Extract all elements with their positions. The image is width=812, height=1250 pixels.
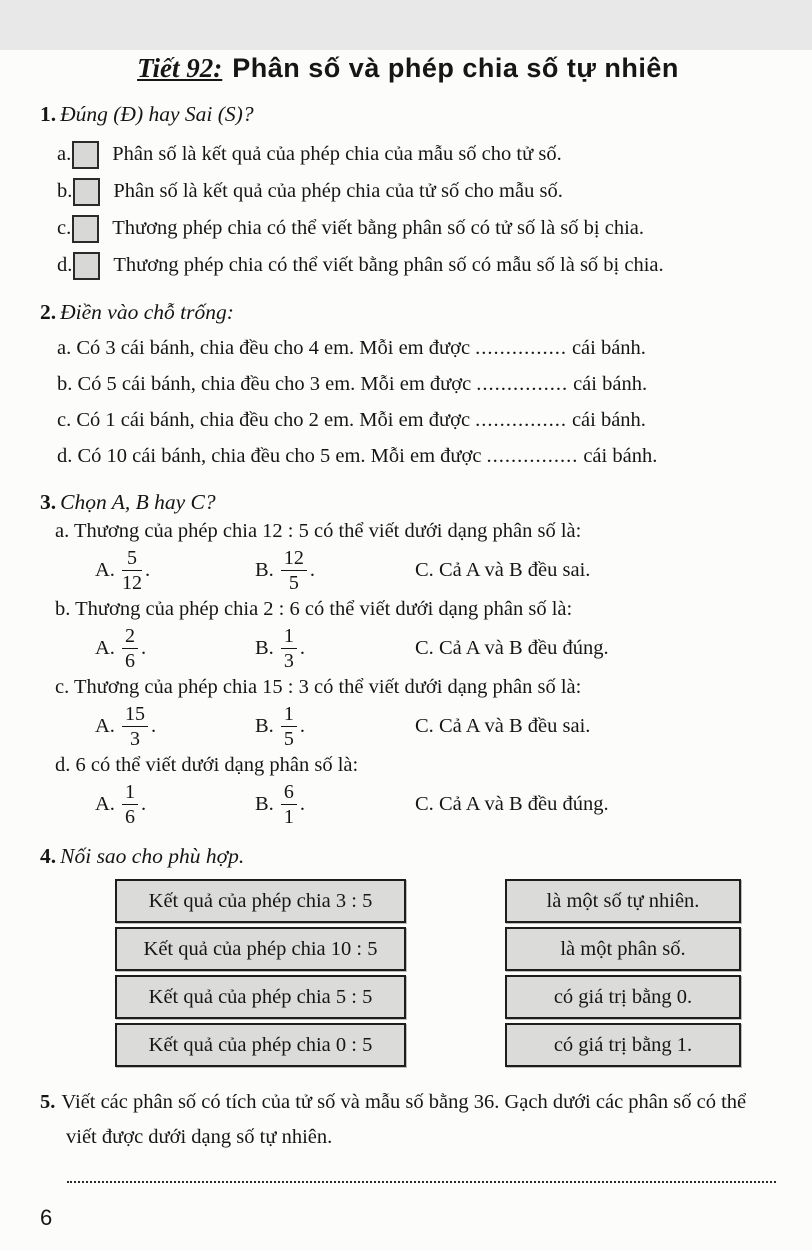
mc-part-c [40, 672, 776, 750]
part-prompt-text: Thương của phép chia 2 : 6 có thể viết dưới dạng phân số là: [75, 598, 573, 620]
mc-part-prompt [40, 672, 776, 702]
denominator: 3 [129, 727, 140, 750]
option-label: C. [415, 558, 434, 581]
statement-text: Phân số là kết quả của phép chia của tử số cho mẫu số. [113, 180, 563, 202]
sentence-before-blank: Có 1 cái bánh, chia đều cho 2 em. Mỗi em được [76, 409, 471, 431]
match-left-box-4[interactable]: Kết quả của phép chia 0 : 5 [115, 1023, 406, 1067]
option-suffix: . [299, 636, 305, 659]
option-c[interactable] [415, 637, 609, 660]
item-label: d. [55, 754, 71, 776]
answer-checkbox[interactable] [73, 178, 100, 206]
denominator: 5 [288, 571, 299, 594]
item-label: a. [57, 337, 72, 359]
page-number: 6 [40, 1205, 53, 1230]
option-label: B. [255, 714, 274, 737]
question-4-header [40, 842, 776, 870]
mc-part-a [40, 516, 776, 594]
mc-options-row [40, 624, 776, 672]
fill-blank-item-c [40, 402, 776, 438]
option-label: B. [255, 636, 274, 659]
sentence-before-blank: Có 5 cái bánh, chia đều cho 3 em. Mỗi em được [77, 373, 472, 395]
numerator: 5 [122, 547, 142, 571]
option-c[interactable] [415, 793, 609, 816]
part-prompt-text: Thương của phép chia 12 : 5 có thể viết dưới dạng phân số là: [74, 520, 582, 542]
sentence-before-blank: Có 3 cái bánh, chia đều cho 4 em. Mỗi em được [76, 337, 471, 359]
option-label: C. [415, 792, 434, 815]
option-b[interactable] [255, 547, 415, 594]
true-false-item-b [40, 173, 776, 210]
mc-part-prompt [40, 750, 776, 780]
fraction [281, 781, 297, 828]
match-left-box-1[interactable]: Kết quả của phép chia 3 : 5 [115, 879, 406, 923]
lesson-number: Tiết 92: [137, 53, 223, 83]
match-left-box-3[interactable]: Kết quả của phép chia 5 : 5 [115, 975, 406, 1019]
option-text: Cả A và B đều đúng. [438, 792, 609, 815]
part-prompt-text: Thương của phép chia 15 : 3 có thể viết dưới dạng phân số là: [74, 676, 582, 698]
true-false-item-d [40, 247, 776, 284]
question-prompt: Điền vào chỗ trống: [60, 300, 234, 324]
item-label: c. [57, 217, 72, 239]
fraction [281, 547, 307, 594]
denominator: 6 [124, 649, 135, 672]
option-c[interactable] [415, 715, 590, 738]
option-text: Cả A và B đều đúng. [438, 636, 609, 659]
numerator: 1 [281, 703, 297, 727]
question-text: Viết các phân số có tích của tử số và mẫu số bằng 36. Gạch dưới các phân số có thể viết được dưới dạng số tự nhiên. [61, 1091, 747, 1148]
question-number: 3. [40, 490, 57, 514]
option-a[interactable] [95, 703, 255, 750]
question-5 [40, 1085, 776, 1155]
mc-options-row [40, 546, 776, 594]
true-false-item-a [40, 136, 776, 173]
question-number: 5. [40, 1091, 56, 1113]
fill-blank-item-b [40, 366, 776, 402]
matching-left-column [115, 879, 406, 1071]
item-label: d. [57, 445, 73, 467]
mc-part-prompt [40, 516, 776, 546]
option-label: A. [95, 714, 115, 737]
question-number: 4. [40, 844, 57, 868]
match-right-box-3[interactable]: có giá trị bằng 0. [505, 975, 741, 1019]
question-1-items [40, 136, 776, 284]
option-b[interactable] [255, 781, 415, 828]
fraction [281, 703, 297, 750]
item-label: c. [57, 409, 72, 431]
fraction [281, 625, 297, 672]
item-label: c. [55, 676, 70, 698]
question-prompt: Chọn A, B hay C? [60, 490, 216, 514]
part-prompt-text: 6 có thể viết dưới dạng phân số là: [75, 754, 359, 776]
match-right-box-1[interactable]: là một số tự nhiên. [505, 879, 741, 923]
option-label: C. [415, 636, 434, 659]
denominator: 5 [283, 727, 294, 750]
option-b[interactable] [255, 703, 415, 750]
worksheet-page [0, 50, 812, 1250]
sentence-after-blank: cái bánh. [583, 445, 658, 467]
item-label: a. [57, 143, 72, 165]
match-right-box-2[interactable]: là một phân số. [505, 927, 741, 971]
statement-text: Thương phép chia có thể viết bằng phân số có tử số là số bị chia. [112, 217, 645, 239]
option-suffix: . [140, 636, 147, 659]
sentence-after-blank: cái bánh. [571, 409, 646, 431]
sentence-after-blank: cái bánh. [573, 373, 648, 395]
true-false-item-c [40, 210, 776, 247]
numerator: 1 [281, 625, 297, 649]
mc-part-d [40, 750, 776, 828]
fraction [122, 547, 142, 594]
option-text: Cả A và B đều sai. [438, 714, 591, 737]
numerator: 15 [122, 703, 148, 727]
option-label: C. [415, 714, 434, 737]
question-3-header [40, 488, 776, 516]
answer-blank[interactable]: ............... [475, 337, 567, 359]
denominator: 1 [283, 805, 294, 828]
answer-blank[interactable]: ............... [475, 409, 567, 431]
fraction [122, 781, 138, 828]
sentence-after-blank: cái bánh. [571, 337, 646, 359]
numerator: 12 [281, 547, 307, 571]
denominator: 6 [124, 805, 135, 828]
statement-text: Phân số là kết quả của phép chia của mẫu số cho tử số. [112, 143, 562, 165]
item-label: b. [57, 180, 73, 202]
answer-checkbox[interactable] [72, 141, 99, 169]
option-suffix: . [309, 558, 315, 581]
denominator: 12 [121, 571, 142, 594]
item-label: b. [57, 373, 73, 395]
statement-text: Thương phép chia có thể viết bằng phân số có mẫu số là số bị chia. [113, 254, 664, 276]
mc-part-b [40, 594, 776, 672]
option-suffix: . [150, 714, 157, 737]
question-1-header [40, 100, 776, 128]
question-prompt: Nối sao cho phù hợp. [60, 844, 245, 868]
option-suffix: . [140, 792, 147, 815]
question-2-header [40, 298, 776, 326]
sentence-before-blank: Có 10 cái bánh, chia đều cho 5 em. Mỗi em được [77, 445, 482, 467]
fraction [122, 703, 148, 750]
option-label: B. [255, 792, 274, 815]
match-left-box-2[interactable]: Kết quả của phép chia 10 : 5 [115, 927, 406, 971]
matching-right-column [505, 879, 741, 1071]
question-prompt: Đúng (Đ) hay Sai (S)? [60, 102, 254, 126]
matching-exercise [40, 879, 776, 1071]
item-label: a. [55, 520, 70, 542]
item-label: b. [55, 598, 71, 620]
option-text: Cả A và B đều sai. [438, 558, 591, 581]
item-label: d. [57, 254, 73, 276]
page-title [40, 50, 776, 86]
option-label: A. [95, 636, 115, 659]
denominator: 3 [283, 649, 294, 672]
option-a[interactable] [95, 781, 255, 828]
mc-options-row [40, 702, 776, 750]
mc-options-row [40, 780, 776, 828]
option-suffix: . [299, 792, 305, 815]
match-right-box-4[interactable]: có giá trị bằng 1. [505, 1023, 741, 1067]
fill-blank-item-d [40, 438, 776, 474]
option-label: A. [95, 792, 115, 815]
answer-blank[interactable]: ............... [476, 373, 569, 395]
answer-dotted-line[interactable] [67, 1181, 776, 1183]
option-b[interactable] [255, 625, 415, 672]
question-number: 1. [40, 102, 57, 126]
option-a[interactable] [95, 547, 255, 594]
numerator: 2 [122, 625, 138, 649]
numerator: 6 [281, 781, 297, 805]
question-number: 2. [40, 300, 57, 324]
option-a[interactable] [95, 625, 255, 672]
answer-blank[interactable]: ............... [486, 445, 579, 467]
option-c[interactable] [415, 559, 590, 582]
fraction [122, 625, 138, 672]
option-suffix: . [299, 714, 305, 737]
numerator: 1 [122, 781, 138, 805]
option-label: B. [255, 558, 274, 581]
answer-checkbox[interactable] [72, 215, 99, 243]
mc-part-prompt [40, 594, 776, 624]
option-label: A. [95, 558, 115, 581]
fill-blank-item-a [40, 330, 776, 366]
answer-checkbox[interactable] [73, 252, 100, 280]
option-suffix: . [144, 558, 151, 581]
question-2-items [40, 330, 776, 474]
lesson-title: Phân số và phép chia số tự nhiên [232, 53, 679, 83]
